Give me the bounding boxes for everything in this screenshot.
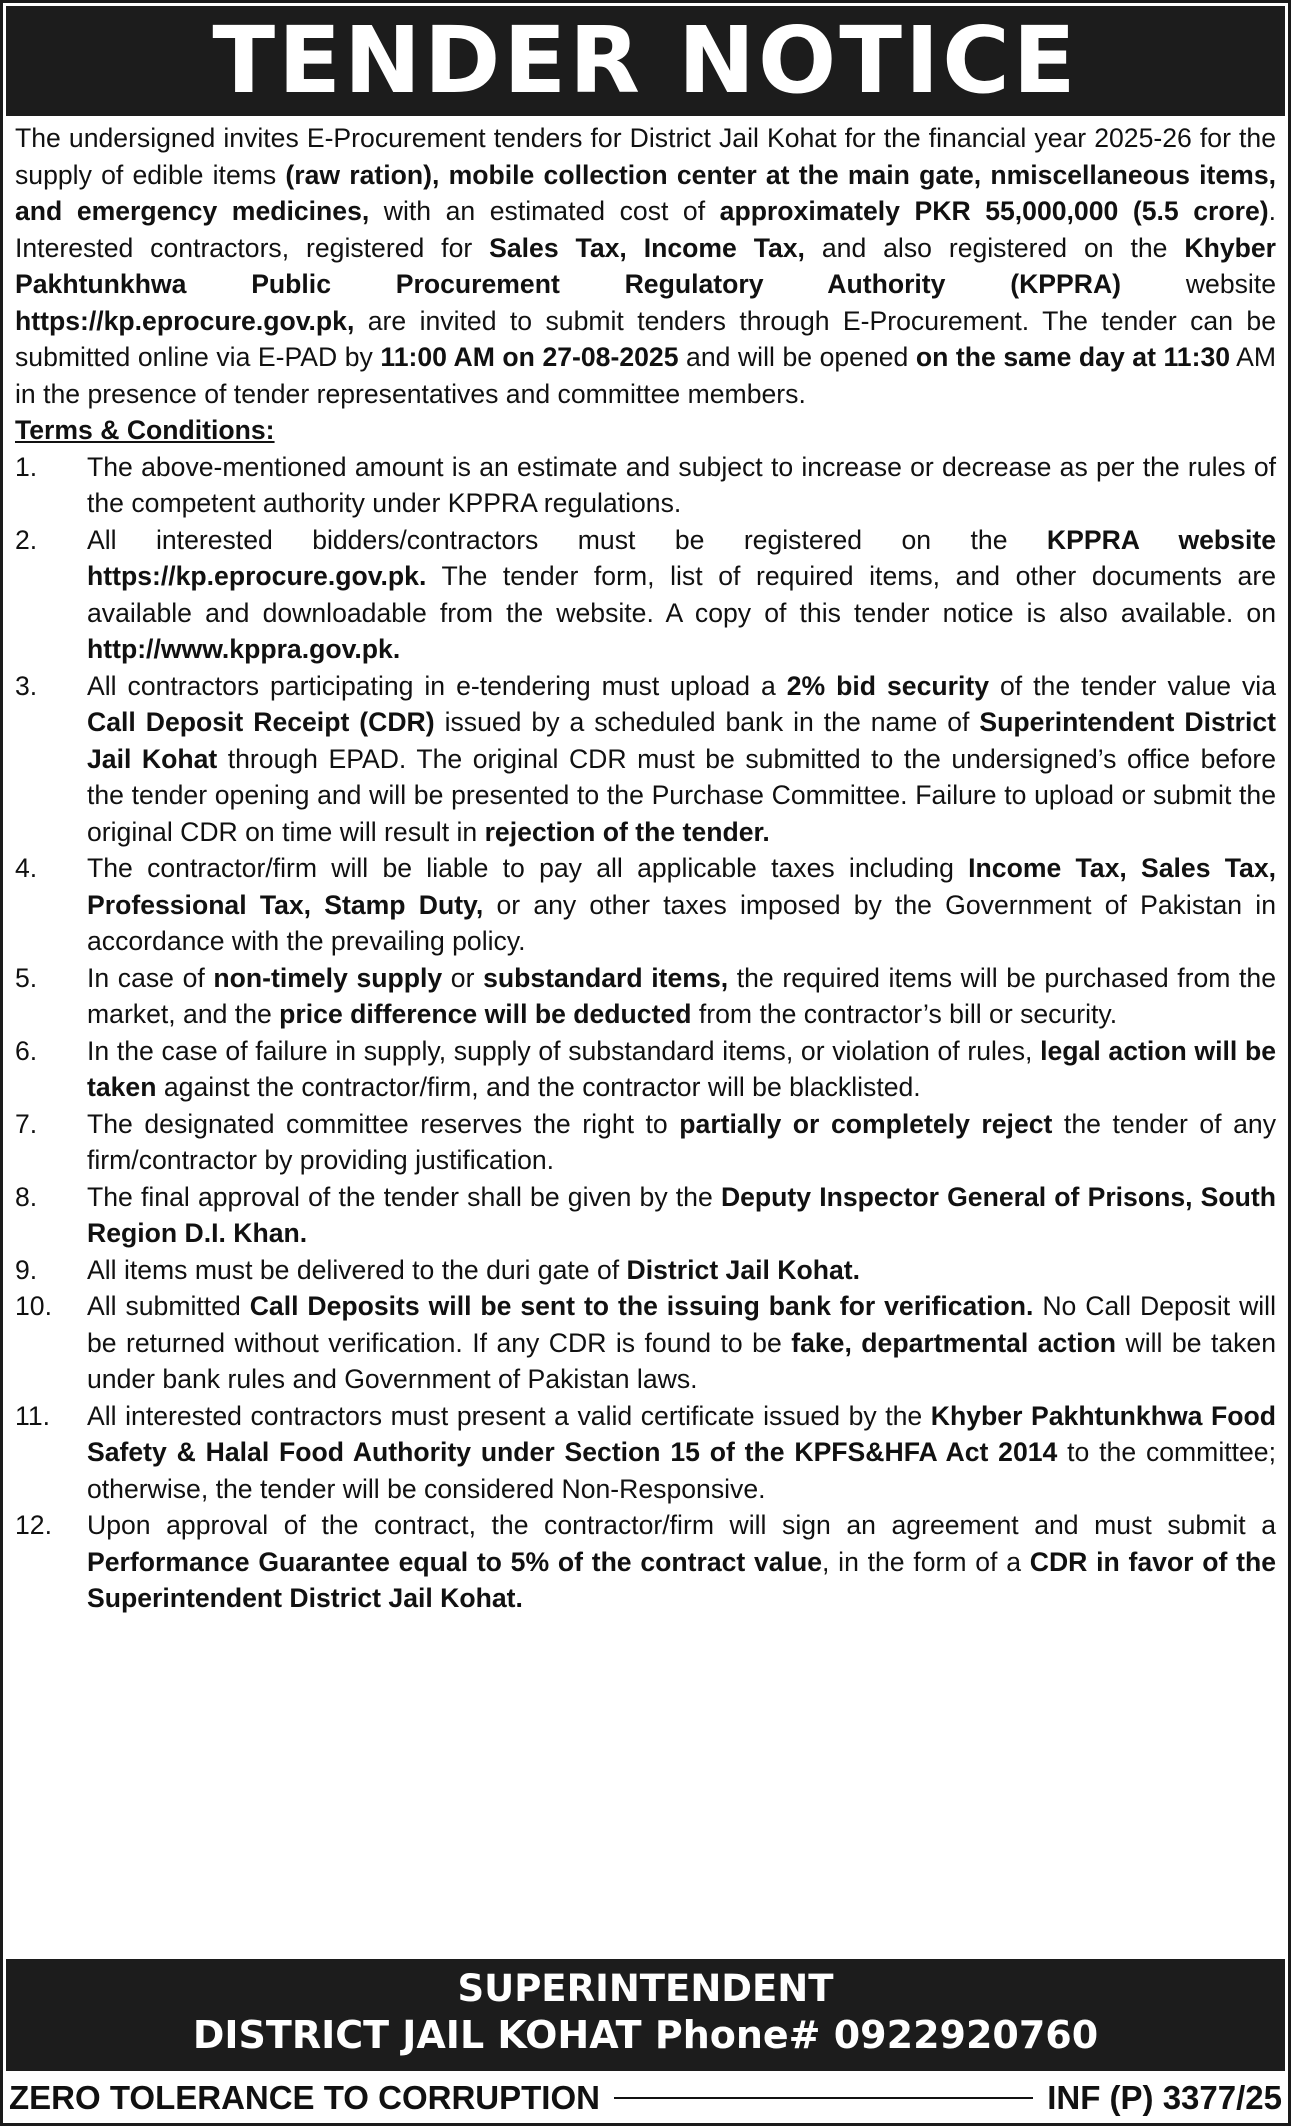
- text-run: , in the form of a: [822, 1546, 1030, 1577]
- terms-list: [15, 449, 1276, 1617]
- text-run: All submitted: [87, 1291, 250, 1321]
- bold-text-run: District Jail Kohat.: [626, 1254, 861, 1285]
- text-run: issued by a scheduled bank in the name of: [434, 707, 980, 737]
- term-number: 5.: [15, 962, 38, 993]
- text-run: The tender form, list of required items, and other documents are available and downloadable from the website. A copy of this tender notice is also available. on: [87, 561, 1276, 628]
- bold-text-run: Sales Tax, Income Tax,: [489, 232, 805, 263]
- text-run: against the contractor/firm, and the contractor will be blacklisted.: [156, 1072, 921, 1102]
- term-item: [15, 850, 1276, 960]
- term-number: 3.: [15, 670, 38, 701]
- term-number: 10.: [15, 1291, 52, 1321]
- term-number: 9.: [15, 1254, 38, 1285]
- term-item: [15, 1179, 1276, 1252]
- bold-text-run: Income Tax, Sales Tax, Professional Tax, Stamp Duty,: [87, 853, 1277, 920]
- text-run: website: [1121, 269, 1276, 299]
- text-run: will be taken under bank rules and Government of Pakistan laws.: [87, 1327, 1277, 1394]
- term-number: 11.: [15, 1400, 50, 1431]
- bold-text-run: Performance Guarantee equal to 5% of the contract value: [87, 1546, 823, 1577]
- term-item: [15, 1252, 1276, 1289]
- bold-text-run: 2% bid security: [786, 670, 990, 701]
- bold-text-run: CDR in favor of the Superintendent District Jail Kohat.: [87, 1546, 1276, 1613]
- text-run: are invited to submit tenders through E-Procurement. The tender can be submitted online via E-PAD by: [15, 305, 1276, 372]
- text-run: In the case of failure in supply, supply of substandard items, or violation of rules,: [87, 1035, 1041, 1066]
- text-run: with an estimated cost of: [369, 196, 720, 226]
- bold-text-run: Superintendent District Jail Kohat: [87, 707, 1276, 774]
- bold-text-run: substandard items,: [483, 962, 729, 993]
- bold-text-run: Call Deposit Receipt (CDR): [87, 707, 435, 737]
- term-number: 7.: [15, 1108, 38, 1139]
- intro-paragraph: [15, 120, 1276, 412]
- term-number: 1.: [15, 451, 38, 482]
- text-run: through EPAD. The original CDR must be submitted to the undersigned’s office before the tender opening and will be presented to the Purchase Committee. Failure to upload or submit the original CDR on time will result in: [87, 743, 1277, 847]
- bold-text-run: Deputy Inspector General of Prisons, South Region D.I. Khan.: [87, 1181, 1277, 1248]
- term-item: [15, 1398, 1276, 1508]
- term-item: [15, 668, 1276, 851]
- terms-heading: Terms & Conditions:: [15, 415, 275, 445]
- text-run: the tender of any firm/contractor by providing justification.: [87, 1108, 1276, 1175]
- term-item: [15, 522, 1276, 668]
- bold-text-run: price difference will be deducted: [279, 999, 692, 1029]
- term-item: [15, 1033, 1276, 1106]
- bold-text-run: https://kp.eprocure.gov.pk,: [15, 305, 355, 336]
- bottom-strip: [9, 2075, 1282, 2121]
- term-number: 12.: [15, 1510, 52, 1540]
- bold-text-run: fake, departmental action: [791, 1327, 1117, 1358]
- title-banner: [6, 6, 1285, 116]
- text-run: the required items will be purchased from the market, and the: [87, 962, 1277, 1029]
- text-run: The above-mentioned amount is an estimate and subject to increase or decrease as per the rules of the competent authority under KPPRA regulations.: [87, 451, 1276, 518]
- signature-block: [6, 1959, 1285, 2071]
- text-run: to the committee; otherwise, the tender will be considered Non-Responsive.: [87, 1437, 1276, 1504]
- bold-text-run: Khyber Pakhtunkhwa Food Safety & Halal Food Authority under Section 15 of the KPFS&HFA Act 2014: [87, 1400, 1276, 1467]
- term-number: 8.: [15, 1181, 38, 1212]
- text-run: The designated committee reserves the right to: [87, 1108, 680, 1139]
- text-run: of the tender value via: [989, 670, 1276, 701]
- bold-text-run: (raw ration), mobile collection center at the main gate, nmiscellaneous items, and emergency medicines,: [15, 159, 1276, 226]
- bold-text-run: partially or completely reject: [679, 1108, 1053, 1139]
- text-run: or any other taxes imposed by the Government of Pakistan in accordance with the prevailing policy.: [87, 889, 1276, 956]
- bold-text-run: 11:00 AM on 27-08-2025: [380, 342, 679, 372]
- bold-text-run: on the same day at 11:30: [915, 342, 1231, 372]
- text-run: and will be opened: [678, 342, 916, 372]
- signatory-office-phone: DISTRICT JAIL KOHAT Phone# 0922920760: [192, 2013, 1099, 2057]
- term-item: [15, 960, 1276, 1033]
- text-run: The final approval of the tender shall be given by the: [87, 1181, 721, 1212]
- bold-text-run: KPPRA website https://kp.eprocure.gov.pk.: [87, 524, 1276, 591]
- text-run: All items must be delivered to the duri gate of: [87, 1254, 627, 1285]
- term-item: [15, 449, 1276, 522]
- text-run: All contractors participating in e-tendering must upload a: [87, 670, 787, 701]
- text-run: All interested contractors must present a valid certificate issued by the: [87, 1400, 931, 1431]
- signatory-title: SUPERINTENDENT: [457, 1967, 834, 2010]
- term-item: [15, 1507, 1276, 1617]
- notice-body: [15, 120, 1276, 1617]
- divider-rule: [614, 2097, 1033, 2099]
- text-run: No Call Deposit will be returned without verification. If any CDR is found to be: [87, 1291, 1277, 1358]
- term-number: 2.: [15, 524, 38, 555]
- reference-number: INF (P) 3377/25: [1047, 2079, 1282, 2116]
- bold-text-run: non-timely supply: [213, 962, 443, 993]
- text-run: The contractor/firm will be liable to pay all applicable taxes including: [87, 853, 969, 883]
- text-run: or: [442, 962, 484, 993]
- anti-corruption-slogan: ZERO TOLERANCE TO CORRUPTION: [9, 2079, 600, 2116]
- bold-text-run: rejection of the tender.: [484, 816, 770, 847]
- bold-text-run: Call Deposits will be sent to the issuing bank for verification.: [249, 1291, 1034, 1321]
- text-run: Upon approval of the contract, the contractor/firm will sign an agreement and must submit a: [87, 1510, 1276, 1540]
- bold-text-run: Khyber Pakhtunkhwa Public Procurement Regulatory Authority (KPPRA): [15, 232, 1277, 299]
- term-number: 4.: [15, 853, 38, 883]
- bold-text-run: http://www.kppra.gov.pk.: [87, 634, 401, 664]
- bold-text-run: approximately PKR 55,000,000 (5.5 crore): [719, 196, 1269, 226]
- text-run: AM in the presence of tender representatives and committee members.: [15, 342, 1277, 409]
- bold-text-run: legal action will be taken: [87, 1035, 1276, 1102]
- text-run: from the contractor’s bill or security.: [691, 999, 1118, 1029]
- text-run: In case of: [87, 962, 214, 993]
- text-run: . Interested contractors, registered for: [15, 196, 1276, 263]
- text-run: The undersigned invites E-Procurement tenders for District Jail Kohat for the financial year 2025-26 for the supply of edible items: [15, 123, 1276, 190]
- text-run: All interested bidders/contractors must be registered on the: [87, 524, 1047, 555]
- term-item: [15, 1106, 1276, 1179]
- term-item: [15, 1288, 1276, 1398]
- page-title: TENDER NOTICE: [212, 7, 1079, 114]
- text-run: and also registered on the: [804, 232, 1185, 263]
- term-number: 6.: [15, 1035, 38, 1066]
